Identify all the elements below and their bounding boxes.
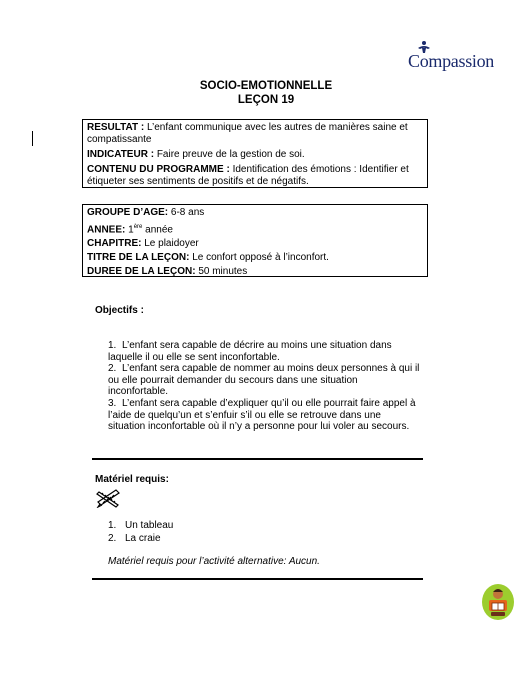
chapitre-label: CHAPITRE: (87, 238, 142, 250)
groupe-value: 6-8 ans (170, 207, 205, 218)
duree-row (87, 266, 423, 278)
indicateur-label: INDICATEUR : (87, 149, 155, 160)
list-item: 1. Un tableau (108, 520, 174, 531)
resultat-label: RESULTAT : (87, 122, 145, 133)
section-divider-bottom (92, 578, 423, 580)
materiel-list (108, 519, 173, 545)
chapitre-row (87, 238, 423, 250)
titre-value: Le confort opposé à l’inconfort. (192, 252, 329, 264)
lesson-info-box (82, 204, 428, 277)
duree-value: 50 minutes (198, 266, 248, 278)
resultat-text: L’enfant communique avec les autres de manières saine et compatissante (87, 122, 408, 145)
child-reading-icon (481, 583, 515, 621)
annee-value-sup: ère (133, 224, 143, 230)
objectifs-heading: Objectifs : (95, 305, 144, 316)
contenu-text: Identification des émotions : Identifier et étiqueter ses sentiments de positifs et de négatifs. (87, 164, 409, 187)
logo-wordmark: Compassion (408, 51, 495, 71)
resultat-row (87, 122, 423, 146)
materiel-heading: Matériel requis: (95, 474, 169, 485)
outcome-box (82, 119, 428, 188)
titre-label: TITRE DE LA LEÇON: (87, 252, 190, 264)
text-cursor-mark (32, 131, 33, 146)
objectifs-list (108, 340, 420, 433)
list-item: 2. La craie (108, 533, 161, 544)
lesson-category: SOCIO-EMOTIONNELLE (199, 80, 333, 92)
groupe-label: GROUPE D’AGE: (87, 207, 169, 218)
lesson-number: LEÇON 19 (237, 94, 295, 106)
annee-label: ANNEE: (87, 224, 126, 236)
list-item: 1. L’enfant sera capable de décrire au moins une situation dans laquelle il ou elle se sent inconfortable. (108, 340, 392, 363)
contenu-row (87, 164, 423, 188)
indicateur-text: Faire preuve de la gestion de soi. (156, 149, 305, 160)
annee-value-rest: année (145, 224, 173, 236)
contenu-label: CONTENU DU PROGRAMME : (87, 164, 230, 175)
duree-label: DUREE DE LA LEÇON: (87, 266, 196, 278)
chapitre-value: Le plaidoyer (144, 238, 199, 250)
alternative-materials-note: Matériel requis pour l’activité alternative: Aucun. (108, 556, 320, 567)
section-divider (92, 458, 423, 460)
list-item: 2. L’enfant sera capable de nommer au moins deux personnes à qui il ou elle pourrait demander du secours dans une situation inconfortable. (108, 363, 420, 398)
annee-value-num: 1 (128, 224, 134, 236)
crayon-ruler-icon (96, 488, 122, 508)
compassion-logo (400, 40, 495, 78)
indicateur-row (87, 149, 423, 161)
titre-row (87, 252, 423, 264)
list-item: 3. L’enfant sera capable d’expliquer qu’il ou elle pourrait faire appel à l’aide de quelqu’un et s’enfuir s’il ou elle se retrouve dans une situation inconfortable où il n’y a personne pour lui voler au secours. (108, 397, 416, 433)
groupe-row (87, 207, 423, 219)
annee-row (87, 221, 423, 236)
